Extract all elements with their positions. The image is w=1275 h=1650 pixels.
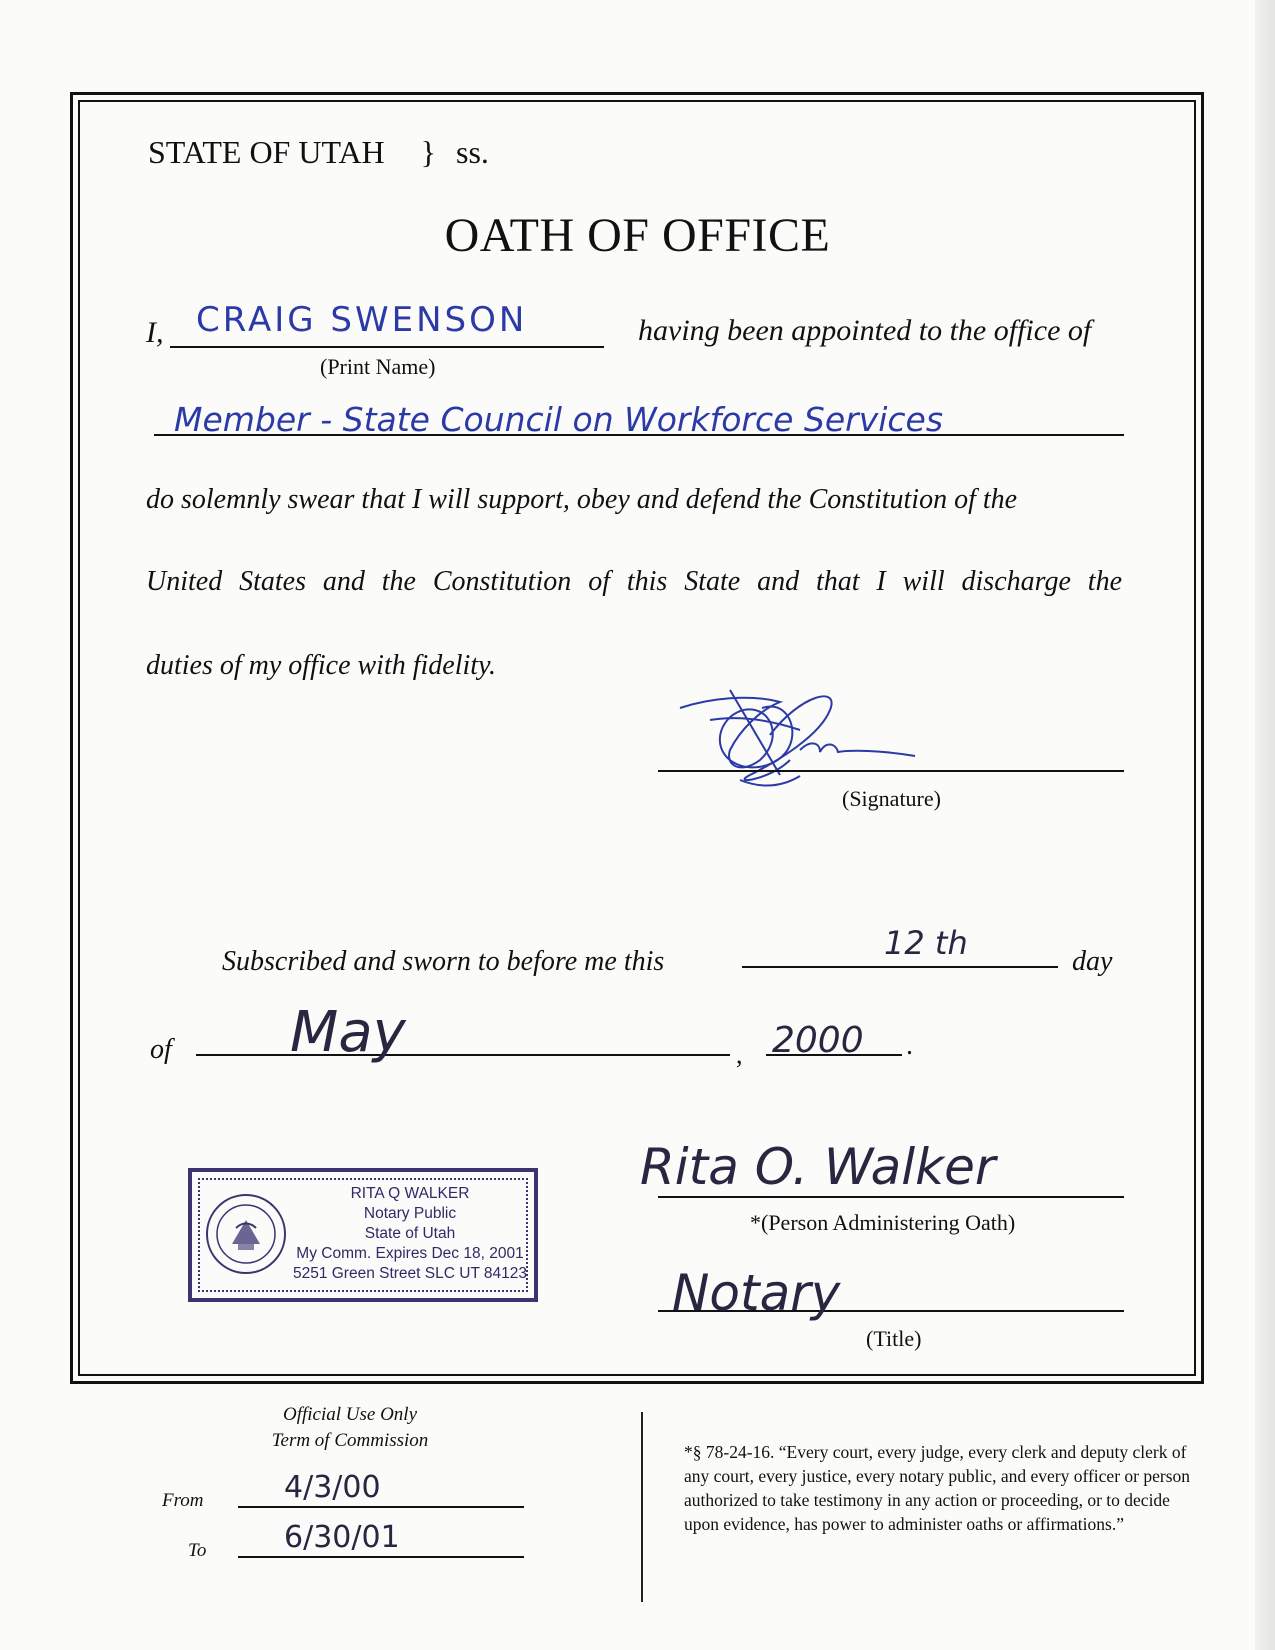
official-use-heading: Official Use Only xyxy=(282,1404,418,1425)
name-line xyxy=(170,346,604,348)
handwritten-year: 2000 xyxy=(772,1020,864,1061)
handwritten-day: 12 th xyxy=(884,924,968,962)
handwritten-office: Member - State Council on Workforce Services xyxy=(174,400,944,439)
stamp-line: My Comm. Expires Dec 18, 2001 xyxy=(296,1245,524,1262)
handwritten-signature xyxy=(670,680,970,800)
state-label: STATE OF UTAH xyxy=(148,134,385,170)
statute-footnote: *§ 78-24-16. “Every court, every judge, every clerk and deputy clerk of any court, every justice, every notary public, and every officer or person authorized to take testimony in any action or proceeding, or to decide upon evidence, has power to administer oaths or affirmations.” xyxy=(684,1442,1191,1534)
to-label: To xyxy=(188,1540,207,1561)
handwritten-month: May xyxy=(290,1000,406,1065)
to-line xyxy=(238,1556,524,1558)
stamp-line: Notary Public xyxy=(363,1205,457,1222)
appointed-text: having been appointed to the office of xyxy=(638,314,1092,347)
day-label: day xyxy=(1072,946,1113,977)
period-glyph: . xyxy=(906,1030,913,1061)
subscribed-text: Subscribed and sworn to before me this xyxy=(222,946,665,977)
handwritten-title: Notary xyxy=(672,1264,841,1322)
handwritten-from-date: 4/3/00 xyxy=(284,1470,381,1505)
month-line xyxy=(196,1054,730,1056)
term-heading: Term of Commission xyxy=(271,1430,429,1451)
page-title: OATH OF OFFICE xyxy=(444,209,831,262)
venue-line xyxy=(148,134,489,171)
oath-line-3: duties of my office with fidelity. xyxy=(146,650,496,681)
from-label: From xyxy=(162,1490,204,1511)
stamp-line: RITA Q WALKER xyxy=(350,1185,470,1202)
brace-glyph: } xyxy=(420,134,437,170)
print-name-caption: (Print Name) xyxy=(320,354,436,379)
oath-line-2: United States and the Constitution of this State and that I will discharge the xyxy=(146,566,1122,597)
stamp-line: 5251 Green Street SLC UT 84123 xyxy=(292,1265,528,1282)
signature-line xyxy=(658,770,1124,772)
administrator-caption: *(Person Administering Oath) xyxy=(750,1210,1016,1235)
administrator-line xyxy=(658,1196,1124,1198)
footer-divider xyxy=(641,1412,643,1602)
handwritten-to-date: 6/30/01 xyxy=(284,1520,400,1555)
stamp-line: State of Utah xyxy=(364,1225,456,1242)
from-line xyxy=(238,1506,524,1508)
handwritten-name: CRAIG SWENSON xyxy=(196,300,528,340)
state-seal-icon xyxy=(204,1192,288,1276)
day-line xyxy=(742,966,1058,968)
stamp-text-block xyxy=(292,1184,528,1284)
handwritten-administrator: Rita O. Walker xyxy=(640,1138,996,1196)
notary-stamp xyxy=(188,1168,538,1302)
title-caption: (Title) xyxy=(866,1326,922,1351)
of-label: of xyxy=(150,1034,172,1065)
oath-line-1: do solemnly swear that I will support, obey and defend the Constitution of the xyxy=(146,484,1018,515)
comma-glyph: , xyxy=(736,1040,743,1069)
signature-caption: (Signature) xyxy=(842,786,941,811)
prefix-i: I, xyxy=(146,316,164,349)
ss-label: ss. xyxy=(456,134,489,170)
